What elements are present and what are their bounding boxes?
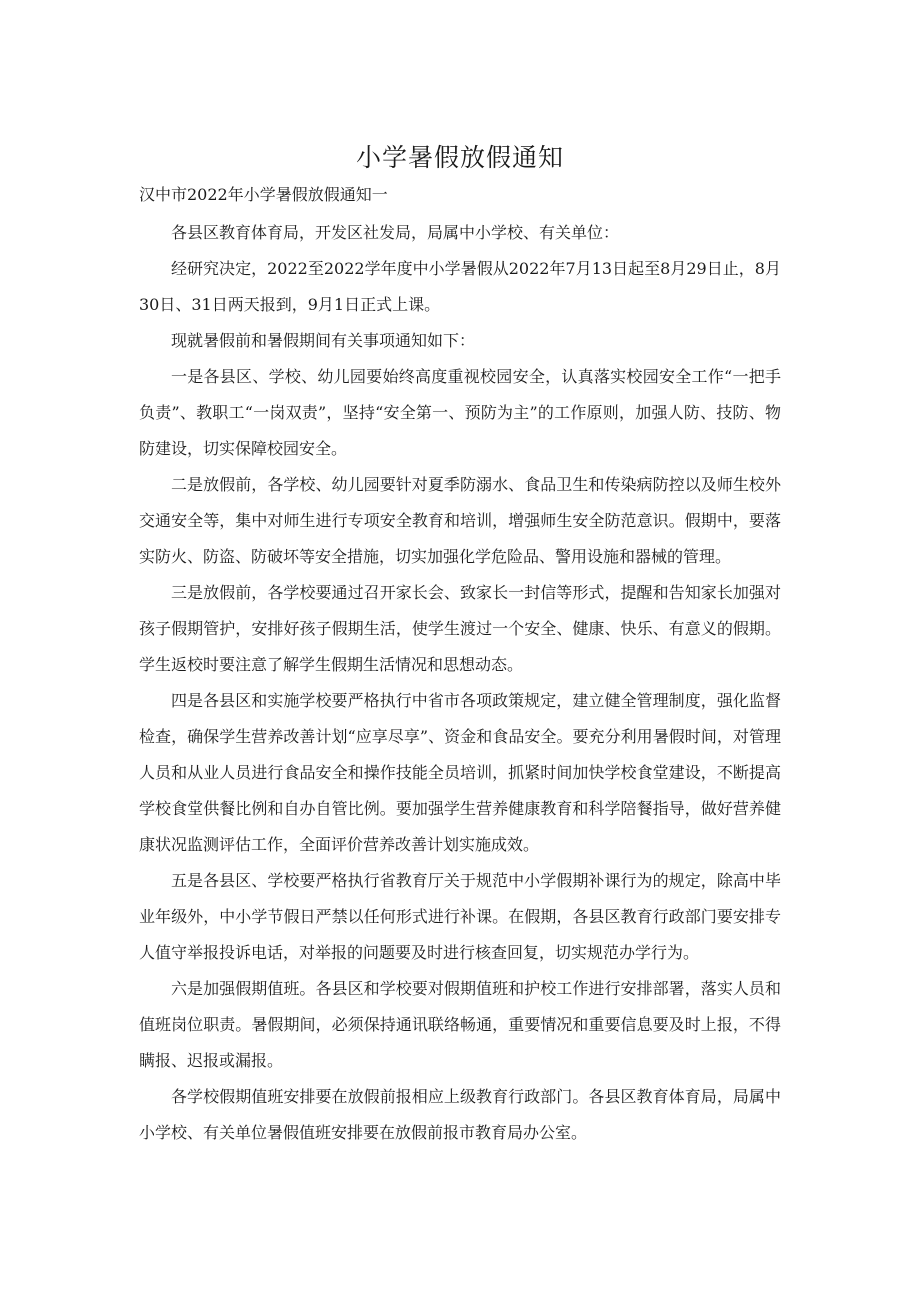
- item-6-paragraph: 六是加强假期值班。各县区和学校要对假期值班和护校工作进行安排部署，落实人员和值班岗位职责。暑假期间，必须保持通讯联络畅通，重要情况和重要信息要及时上报，不得瞒报、迟报或漏报。: [139, 979, 781, 1070]
- page-title: 小学暑假放假通知: [355, 143, 564, 172]
- item-2-paragraph: 二是放假前，各学校、幼儿园要针对夏季防溺水、食品卫生和传染病防控以及师生校外交通安全等，集中对师生进行专项安全教育和培训，增强师生安全防范意识。假期中，要落实防火、防盗、防破坏等安全措施，切实加强化学危险品、警用设施和器械的管理。: [139, 475, 781, 566]
- schedule-paragraph: 经研究决定，2022至2022学年度中小学暑假从2022年7月13日起至8月29日止，8月30日、31日两天报到，9月1日正式上课。: [139, 259, 781, 314]
- item-4-paragraph: 四是各县区和实施学校要严格执行中省市各项政策规定，建立健全管理制度，强化监督检查，确保学生营养改善计划“应享尽享”、资金和食品安全。要充分利用暑假时间，对管理人员和从业人员进行食品安全和操作技能全员培训，抓紧时间加快学校食堂建设，不断提高学校食堂供餐比例和自办自管比例。要加强学生营养健康教育和科学陪餐指导，做好营养健康状况监测评估工作，全面评价营养改善计划实施成效。: [139, 691, 781, 854]
- item-5-paragraph: 五是各县区、学校要严格执行省教育厅关于规范中小学假期补课行为的规定，除高中毕业年级外，中小学节假日严禁以任何形式进行补课。在假期，各县区教育行政部门要安排专人值守举报投诉电话，对举报的问题要及时进行核查回复，切实规范办学行为。: [139, 871, 781, 962]
- document-body: [139, 215, 781, 1151]
- document-subtitle: 汉中市2022年小学暑假放假通知一: [139, 185, 388, 204]
- salutation-paragraph: 各县区教育体育局，开发区社发局，局属中小学校、有关单位：: [171, 223, 620, 242]
- intro-paragraph: 现就暑假前和暑假期间有关事项通知如下：: [171, 331, 476, 350]
- closing-paragraph: 各学校假期值班安排要在放假前报相应上级教育行政部门。各县区教育体育局，局属中小学校、有关单位暑假值班安排要在放假前报市教育局办公室。: [139, 1087, 781, 1142]
- item-3-paragraph: 三是放假前，各学校要通过召开家长会、致家长一封信等形式，提醒和告知家长加强对孩子假期管护，安排好孩子假期生活，使学生渡过一个安全、健康、快乐、有意义的假期。学生返校时要注意了解学生假期生活情况和思想动态。: [139, 583, 781, 674]
- item-1-paragraph: 一是各县区、学校、幼儿园要始终高度重视校园安全，认真落实校园安全工作“一把手负责”、教职工“一岗双责”，坚持“安全第一、预防为主”的工作原则，加强人防、技防、物防建设，切实保障校园安全。: [139, 367, 781, 458]
